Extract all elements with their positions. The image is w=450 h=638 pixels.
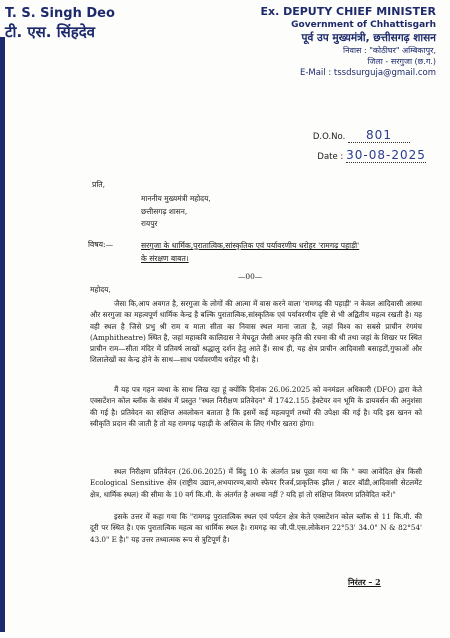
paragraph-2: मैं यह पत्र गहन व्यथा के साथ लिख रहा हूं क्योंकि दिनांक 26.06.2025 को वनमंडल अधिकारी (DFO) द्वारा केते एक्सटेंशन कोल ब्लॉक के संबंध में प्रस्तुत "स्थल निरीक्षण प्रतिवेदन" में 1742.155 हेक्टेयर वन भूमि के डायवर्सन की अनुशंसा की गई है। प्रतिवेदन का संक्षिप्त अवलोकन बताता है कि इसमें कई महत्वपूर्ण तथ्यों की उपेक्षा की गई है। यदि इस खनन को स्वीकृति प्रदान की जाती है तो यह रामगढ़ पहाड़ी के अस्तित्व के लिए गंभीर खतरा होगा। <box>90 385 422 428</box>
sender-name-english: T. S. Singh Deo <box>5 6 115 21</box>
designation-hindi: पूर्व उप मुख्यमंत्री, छत्तीसगढ़ शासन <box>301 32 436 44</box>
subject-separator: —00— <box>238 272 263 281</box>
subject-label: विषय:— <box>88 240 114 249</box>
do-number-label: D.O.No. <box>312 132 346 142</box>
letter-date <box>317 148 426 163</box>
government: Government of Chhattisgarh <box>291 20 436 30</box>
continued-marker: निरंतर – 2 <box>348 577 381 587</box>
paragraph-4: इसके उत्तर में कहा गया कि "रामगढ़ पुरातात्विक स्थल एवं पर्यटन क्षेत्र केते एक्सटेंशन कोल ब्लॉक से 11 कि.मी. की दूरी पर स्थित है। एक पुरातात्विक महत्व का धार्मिक स्थल है। रामगढ़ का जी.पी.एस.लोकेशन 22°53' 34.0" N & 82°54' 43.0" E है।" यह उत्तर तथ्यात्मक रूप से त्रुटिपूर्ण है। <box>90 512 422 544</box>
address-line-2: जिला - सरगुजा (छ.ग.) <box>367 57 436 66</box>
recipient-line-1: माननीय मुख्यमंत्री महोदय, <box>141 194 211 203</box>
to-label: प्रति, <box>92 180 106 189</box>
sender-name-hindi: टी. एस. सिंहदेव <box>5 23 96 41</box>
email: E-Mail : tssdsurguja@gmail.com <box>299 68 436 78</box>
paragraph-1: जैसा कि,आप अवगत है, सरगुजा के लोगों की आत्मा में वास करने वाला 'रामगढ़ की पहाड़ी' न केवल आदिवासी आस्था और सरगुजा का महत्वपूर्ण धार्मिक केन्द्र है बल्कि पुरातात्विक,सांस्कृतिक एवं पर्यावरणीय दृष्टि से भी अद्वितीय महत्व रखती है। यह वही स्थल है जिसे प्रभु श्री राम व माता सीता का निवास स्थल माना जाता है, जहां विश्व का सबसे प्राचीन रंगमंच (Amphitheatre) स्थित है, जहां महाकवि कालिदास ने मेघदूत जैसी अमर कृति की रचना की थी तथा जहां के शिखर पर स्थित प्राचीन राम—सीता मंदिर में प्रतिवर्ष लाखों श्रद्धालु दर्शन हेतु आते हैं। साथ ही, यह क्षेत्र प्राचीन आदिवासी बसाहटों,गुफाओं और शिलालेखों का केन्द्र होने के साथ—साथ पर्यावरणीय धरोहर भी है। <box>90 299 422 365</box>
address-line-1: निवास : "कोठीघर" अम्बिकापुर, <box>343 46 436 55</box>
subject-text <box>141 240 359 265</box>
recipient-line-3: रायपुर <box>141 219 158 228</box>
recipient-address <box>141 193 211 231</box>
date-value: 30-08-2025 <box>346 148 426 162</box>
do-number-value: 801 <box>366 128 392 142</box>
left-margin-rule <box>0 37 5 632</box>
subject-line-2: के संरक्षण बाबत। <box>141 253 189 263</box>
letterhead-right <box>260 5 436 79</box>
date-label: Date : <box>317 152 344 162</box>
do-number <box>313 128 410 143</box>
paragraph-3: स्थल निरीक्षण प्रतिवेदन (26.06.2025) में बिंदु 10 के अंतर्गत प्रश्न पूछा गया था कि " क्या आवेदित क्षेत्र किसी Ecological Sensitive क्षेत्र (राष्ट्रीय उद्यान,अभयारण्य,बायो स्फेयर रिजर्व,प्राकृतिक झील / बाटर बॉडी,आदिवासी सेटलमेंट क्षेत्र, धार्मिक स्थल) की सीमा के 10 वर्ग कि.मी. के अंतर्गत है अथवा नहीं ? यदि हां तो संक्षिप्त विवरण प्रतिवेदित करें।" <box>90 467 422 499</box>
sender-name-block <box>5 6 115 42</box>
salutation: महोदय, <box>90 285 111 294</box>
recipient-line-2: छत्तीसगढ़ शासन, <box>141 206 188 216</box>
designation: Ex. DEPUTY CHIEF MINISTER <box>260 5 436 18</box>
subject-line-1: सरगुजा के धार्मिक,पुरातात्विक,सांस्कृतिक एवं पर्यावरणीय धरोहर 'रामगढ़ पहाड़ी' <box>141 241 360 250</box>
